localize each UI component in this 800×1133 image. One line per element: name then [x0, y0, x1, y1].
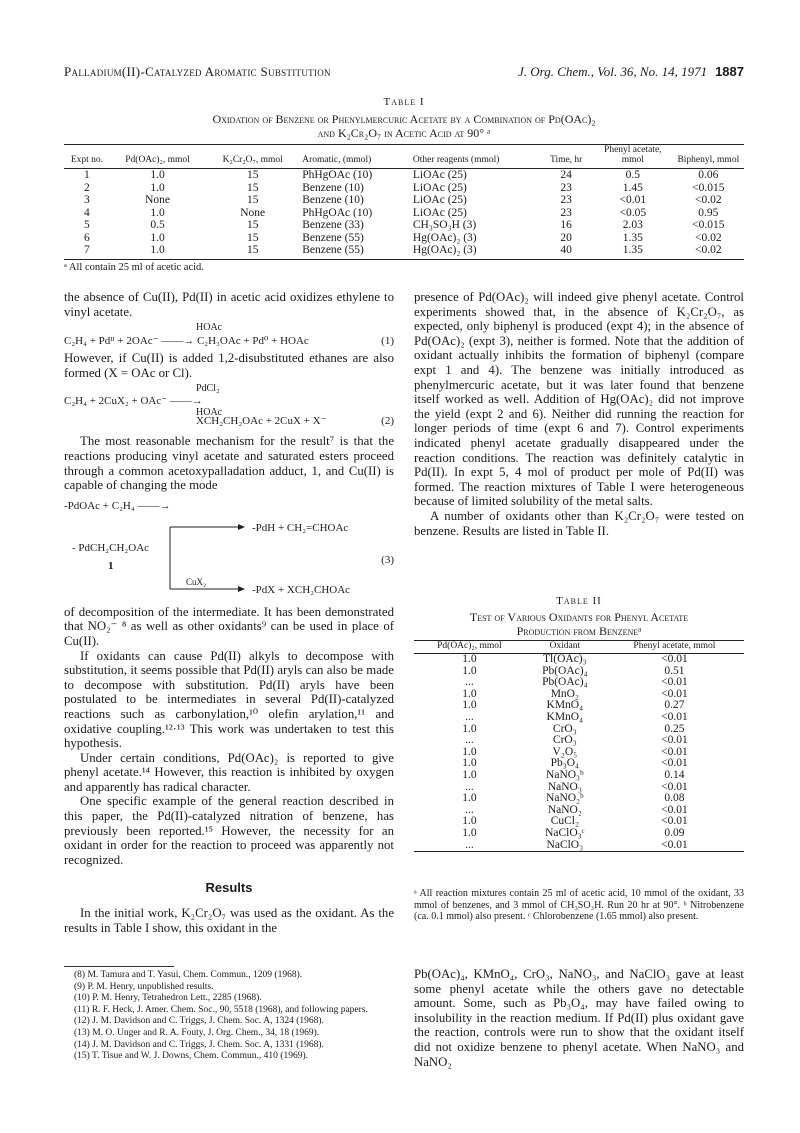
table1-cell: 23	[560, 206, 572, 219]
table2-cell: NaNO₂ᵇ	[546, 792, 584, 805]
table2-cell: <0.01	[661, 710, 688, 723]
table1-title: Table I	[383, 96, 425, 108]
scheme-reactants: -PdOAc + C₂H₄ ——→	[64, 499, 171, 512]
table1-cell: <0.02	[695, 231, 722, 244]
table2-title: Table II	[556, 595, 602, 607]
table1-column-header: Aromatic, (mmol)	[300, 145, 411, 169]
table1-cell: <0.02	[673, 244, 744, 259]
eq2-right: XCH₂CH₂OAc + 2CuX + X⁻	[196, 415, 327, 428]
table2-cell: NaNO₃	[547, 780, 582, 793]
table2-cell: 1.0	[462, 699, 477, 712]
reference-item: (11) R. F. Heck, J. Amer. Chem. Soc., 90, 5518 (1968), and following papers.	[74, 1004, 368, 1015]
table1-cell: PhHgOAc (10)	[302, 206, 373, 219]
table1-cell: Benzene (55)	[300, 244, 411, 259]
table2-cell: ...	[465, 710, 474, 723]
table1-cell: Benzene (55)	[302, 231, 364, 244]
reference-item: (9) P. M. Henry, unpublished results.	[74, 981, 214, 992]
scheme-product-upper: -PdH + CH₂=CHOAc	[252, 521, 349, 534]
page-number: 1887	[715, 64, 744, 79]
table1-cell: 1.0	[150, 181, 165, 194]
table2-cell: NaClO₃ᶜ	[545, 826, 585, 839]
table2-row	[414, 654, 744, 666]
table1-cell: 0.5	[150, 219, 165, 231]
table2-caption-line1: Test of Various Oxidants for Phenyl Acetate	[469, 610, 689, 624]
table1-cell: PhHgOAc (10)	[302, 169, 373, 181]
table2-cell: NaClO₃	[525, 840, 605, 852]
table2-cell: CrO₃	[552, 722, 577, 735]
scheme-product-lower: -PdX + XCH₂CHOAc	[252, 583, 351, 596]
table1-row	[64, 169, 744, 182]
table1-cell: <0.01	[619, 194, 647, 206]
table2-row	[414, 793, 744, 805]
table2-cell: 0.09	[664, 826, 685, 839]
table2-caption-line2: Production from Benzeneᵃ	[516, 624, 642, 638]
table1-cell: 20	[560, 231, 572, 244]
table1-cell: LiOAc (25)	[412, 181, 467, 194]
table2-cell: <0.01	[661, 780, 688, 793]
table1-column-header: Expt no.	[64, 145, 110, 169]
table1-column-header: Other reagents (mmol)	[411, 145, 540, 169]
eq2-condition-above: PdCl₂	[196, 383, 220, 395]
table2	[414, 640, 744, 852]
paragraph: One specific example of the general reaction described in this paper, the Pd(II)-catalyzed nitration of benzene, has previously been reported.¹⁵ However, the necessity for an oxidant in order for the reaction to proceed was apparently not recognized.	[64, 794, 394, 867]
table1-cell: 1	[84, 169, 90, 181]
table1-cell: 15	[246, 169, 259, 181]
table1-cell: 23	[560, 194, 572, 206]
table2-cell: <0.01	[661, 687, 688, 700]
table1-cell: Benzene (10)	[302, 194, 364, 206]
table2-cell: <0.01	[605, 840, 744, 852]
paragraph: the absence of Cu(II), Pd(II) in acetic acid oxidizes ethylene to vinyl acetate.	[64, 290, 394, 319]
table1-cell: 4	[84, 206, 90, 219]
reference-item: (10) P. M. Henry, Tetrahedron Lett., 2285 (1968).	[74, 993, 262, 1004]
table2-cell: <0.01	[661, 734, 688, 747]
paragraph: A number of oxidants other than K₂Cr₂O₇ were tested on benzene. Results are listed in Table II.	[414, 508, 744, 538]
reference-item: (13) M. O. Unger and R. A. Fouty, J. Org. Chem., 34, 18 (1969).	[74, 1027, 320, 1038]
reference-item: (15) T. Tisue and W. J. Downs, Chem. Commun., 410 (1969).	[74, 1051, 308, 1062]
paragraph: However, if Cu(II) is added 1,2-disubstituted ethanes are also formed (X = OAc or Cl).	[64, 351, 394, 380]
table1-cell: <0.02	[695, 194, 722, 206]
table1-header-row	[64, 145, 744, 169]
table1-row	[64, 219, 744, 232]
table1	[64, 144, 744, 260]
table2-row	[414, 840, 744, 852]
table1-cell: Benzene (10)	[302, 181, 364, 194]
table1-cell: 0.5	[625, 169, 640, 181]
table1-cell: 6	[84, 231, 90, 244]
table2-cell: CuCl₂	[550, 815, 579, 828]
paragraph: Pb(OAc)₄, KMnO₄, CrO₃, NaNO₃, and NaClO₃ gave at least some phenyl acetate while the others gave no detectable amount. Some, such as Pb₃O₄, may have failed owing to insolubility in the reaction medium. If Pd(II) plus oxidant gave the reaction, controls were run to show that the oxidant itself did not oxidize benzene to phenyl acetate. When NaNO₃ and NaNO₂	[414, 967, 744, 1069]
table1-body	[64, 169, 744, 260]
paragraph: In the initial work, K₂Cr₂O₇ was used as the oxidant. As the results in Table I show, this oxidant in the	[64, 906, 394, 935]
table1-cell: 1.35	[622, 231, 643, 244]
table2-cell: KMnO₄	[546, 699, 584, 712]
table1-row	[64, 232, 744, 245]
reference-item: (14) J. M. Davidson and C. Triggs, J. Chem. Soc. A, 1331 (1968).	[74, 1039, 324, 1050]
table1-cell: None	[145, 194, 170, 206]
eq1-number: (1)	[381, 335, 394, 348]
table2-row	[414, 712, 744, 724]
table1-cell: 5	[84, 219, 90, 231]
table1-column-header: Time, hr	[539, 145, 593, 169]
paragraph: If oxidants can cause Pd(II) alkyls to decompose with substitution, it seems possible that Pd(II) aryls can also be made to decompose with substitution. Pd(II) aryls have been postulated to be intermediates in several Pd(II)-catalyzed reactions such as carbonylation,¹⁰ olefin arylation,¹¹ and oxidative coupling.¹²·¹³ This work was undertaken to test this hypothesis.	[64, 648, 394, 751]
table2-cell: 0.51	[664, 664, 685, 677]
scheme-reagent: CuX₂	[186, 576, 207, 587]
table1-cell: 1.35	[593, 244, 673, 259]
table2-cell: NaNO₃ᵇ	[546, 768, 584, 781]
table2-cell: ...	[465, 734, 474, 747]
table1-cell: 3	[84, 194, 90, 206]
paragraph: presence of Pd(OAc)₂ will indeed give phenyl acetate. Control experiments showed that, in the absence of K₂Cr₂O₇, as expected, only biphenyl is produced (expt 4); in the absence of Pd(OAc)₂ (expt 3), neither is formed. Note that the addition of oxidant actually inhibits the formation of biphenyl (compare expt 1 and 4). The benzene was initially introduced as phenylmercuric acetate, but it was later found that benzene itself worked as well. Addition of Hg(OAc)₂ did not improve the yield (expt 2 and 6). Neither did running the reaction for longer periods of time (expt 6 and 7). Control experiments indicated phenyl acetate gradually disappeared under the reaction conditions. The reaction was definitely catalytic in Pd(II). In expt 5, 4 mol of product per mole of Pd(II) was formed. The reaction mixtures of Table I were heterogeneous because of limited solubility of the metal salts.	[414, 290, 744, 509]
table2-cell: 1.0	[462, 745, 477, 758]
table2-cell: V₂O₅	[552, 745, 578, 758]
left-column	[64, 290, 394, 935]
section-heading-results: Results	[205, 880, 253, 896]
table1-cell: 7	[64, 244, 110, 259]
table2-row	[414, 828, 744, 840]
table1-cell: 1.0	[150, 206, 165, 219]
table1-cell: 1.0	[110, 244, 205, 259]
table1-cell: <0.015	[692, 219, 725, 231]
table1-cell: 2.03	[622, 219, 643, 231]
table1-cell: LiOAc (25)	[412, 194, 467, 206]
table2-cell: <0.01	[661, 757, 688, 770]
table2-cell: Pb(OAc)₄	[542, 664, 588, 677]
running-header	[64, 64, 744, 84]
table1-cell: Hg(OAc)₂ (3)	[412, 231, 477, 244]
paragraph: of decomposition of the intermediate. It has been demonstrated that NO₂⁻ ⁸ as well as other oxidants⁹ can be used in place of Cu(II).	[64, 604, 394, 648]
table2-cell: Tl(OAc)₃	[543, 653, 587, 665]
table1-cell: 0.95	[698, 206, 719, 219]
table2-row	[414, 735, 744, 747]
paragraph: The most reasonable mechanism for the result⁷ is that the reactions producing vinyl acetate and saturated esters proceed through a common acetoxypalladation adduct, 1, and Cu(II) is capable of changing the mode	[64, 434, 394, 493]
table2-cell: 1.0	[462, 653, 477, 665]
table1-row	[64, 194, 744, 207]
table1-caption-line1: Oxidation of Benzene or Phenylmercuric Acetate by a Combination of Pd(OAc)₂	[212, 112, 596, 126]
eq1-condition: HOAc	[196, 322, 223, 334]
table2-column-header: Phenyl acetate, mmol	[605, 641, 744, 654]
table2-cell: ...	[465, 676, 474, 689]
scheme-branch-arrows	[168, 523, 248, 593]
reference-item: (12) J. M. Davidson and C. Triggs, J. Chem. Soc. A, 1324 (1968).	[74, 1016, 324, 1027]
table1-cell: None	[240, 206, 266, 219]
table1-cell: 1.0	[150, 231, 165, 244]
eq1-body: C₂H₄ + Pdᴵᴵ + 2OAc⁻ ——→ C₂H₃OAc + Pd⁰ + HOAc	[64, 335, 309, 348]
table2-column-header: Oxidant	[525, 641, 605, 654]
table1-cell: 23	[560, 181, 572, 194]
table1-cell: 2	[84, 181, 90, 194]
journal-ref: J. Org. Chem., Vol. 36, No. 14, 1971	[517, 64, 708, 79]
table2-caption	[414, 610, 744, 638]
table2-cell: <0.01	[661, 676, 688, 689]
table1-cell: LiOAc (25)	[412, 206, 467, 219]
table1-cell: CH₃SO₃H (3)	[412, 219, 477, 231]
table2-row	[414, 724, 744, 736]
scheme-intermediate: - PdCH₂CH₂OAc	[72, 541, 150, 554]
table2-cell: 1.0	[462, 722, 477, 735]
table1-cell: 16	[560, 219, 572, 231]
table1-cell: 24	[560, 169, 572, 181]
table2-cell: <0.01	[661, 745, 688, 758]
table1-cell: LiOAc (25)	[412, 169, 467, 181]
equation-2	[64, 382, 394, 428]
table2-cell: 1.0	[462, 664, 477, 677]
eq2-condition-below: HOAc	[196, 407, 223, 419]
table2-cell: 0.08	[664, 792, 685, 805]
table1-cell: Benzene (33)	[302, 219, 364, 231]
table1-row	[64, 244, 744, 259]
table2-body	[414, 654, 744, 852]
table1-caption	[64, 112, 744, 140]
table1-column-header: Pd(OAc)₂, mmol	[110, 145, 205, 169]
table1-column-header: K₂Cr₂O₇, mmol	[205, 145, 300, 169]
table1-column-header: Biphenyl, mmol	[673, 145, 744, 169]
table2-cell: <0.01	[661, 803, 688, 816]
table1-cell: 15	[246, 219, 259, 231]
table1-cell: 15	[246, 181, 259, 194]
table2-cell: CrO₃	[552, 734, 577, 747]
reference-item: (8) M. Tamura and T. Yasui, Chem. Commun., 1209 (1968).	[74, 970, 303, 980]
table1-cell: 1.45	[622, 181, 643, 194]
running-title: Palladium(II)-Catalyzed Aromatic Substitution	[64, 64, 331, 79]
table2-column-header: Pd(OAc)₂, mmol	[414, 641, 525, 654]
table1-cell: <0.015	[692, 181, 725, 194]
footnote-divider	[64, 966, 174, 967]
table2-header-row	[414, 641, 744, 654]
journal-citation	[518, 64, 744, 80]
table1-row	[64, 207, 744, 220]
table1-cell: 40	[539, 244, 593, 259]
table1-caption-line2: and K₂Cr₂O₇ in Acetic Acid at 90° ᵃ	[317, 126, 491, 140]
table2-cell: MnO₂	[550, 687, 579, 700]
table2-cell: <0.01	[661, 815, 688, 828]
table2-cell: <0.01	[661, 653, 688, 665]
table2-cell: Pb(OAc)₄	[542, 676, 588, 689]
table1-cell: Hg(OAc)₂ (3)	[411, 244, 540, 259]
table2-cell: KMnO₄	[546, 710, 584, 723]
table2-cell: Pb₃O₄	[550, 757, 580, 770]
scheme-compound-number: 1	[108, 559, 114, 572]
table1-footnote: ᵃ All contain 25 ml of acetic acid.	[64, 262, 204, 273]
table1-cell: 15	[205, 244, 300, 259]
table1-cell: 0.06	[698, 169, 719, 181]
table1-cell: 1.0	[150, 169, 165, 181]
table1-cell: 15	[246, 231, 259, 244]
table2-cell: ...	[465, 780, 474, 793]
table2-cell: 0.25	[664, 722, 685, 735]
paragraph: Under certain conditions, Pd(OAc)₂ is reported to give phenyl acetate.¹⁴ However, this reaction is inhibited by oxygen and apparently has radical character.	[64, 750, 394, 794]
table2-cell: 1.0	[462, 768, 477, 781]
right-column-continued	[414, 967, 744, 1069]
scheme-number: (3)	[381, 553, 394, 566]
table1-column-header: Phenyl acetate, mmol	[593, 145, 673, 169]
table2-cell: 1.0	[462, 826, 477, 839]
table2-footnote: ᵃ All reaction mixtures contain 25 ml of acetic acid, 10 mmol of the oxidant, 33 mmol of benzenes, and 3 mmol of CH₃SO₃H. Run 20 hr at 90°. ᵇ Nitrobenzene (ca. 0.1 mmol) also present. ᶜ Chlorobenzene (1.65 mmol) also present.	[414, 888, 744, 922]
table2-cell: 0.27	[664, 699, 685, 712]
table2-cell: ...	[414, 840, 525, 852]
table2-cell: NaNO₂	[547, 803, 582, 816]
table2-cell: 1.0	[462, 687, 477, 700]
right-column	[414, 290, 744, 538]
table2-cell: 1.0	[462, 757, 477, 770]
table2-cell: 0.14	[664, 768, 685, 781]
table2-row	[414, 770, 744, 782]
scheme-3	[64, 499, 394, 603]
table1-cell: 15	[246, 194, 259, 206]
table1-row	[64, 182, 744, 195]
table2-cell: ...	[465, 803, 474, 816]
eq2-left: C₂H₄ + 2CuX₂ + OAc⁻ ——→	[64, 395, 203, 408]
references	[64, 970, 394, 1063]
table1-cell: <0.05	[619, 206, 647, 219]
equation-1	[64, 321, 394, 351]
table2-cell: 1.0	[462, 792, 477, 805]
eq2-number: (2)	[381, 415, 394, 428]
table2-cell: 1.0	[462, 815, 477, 828]
